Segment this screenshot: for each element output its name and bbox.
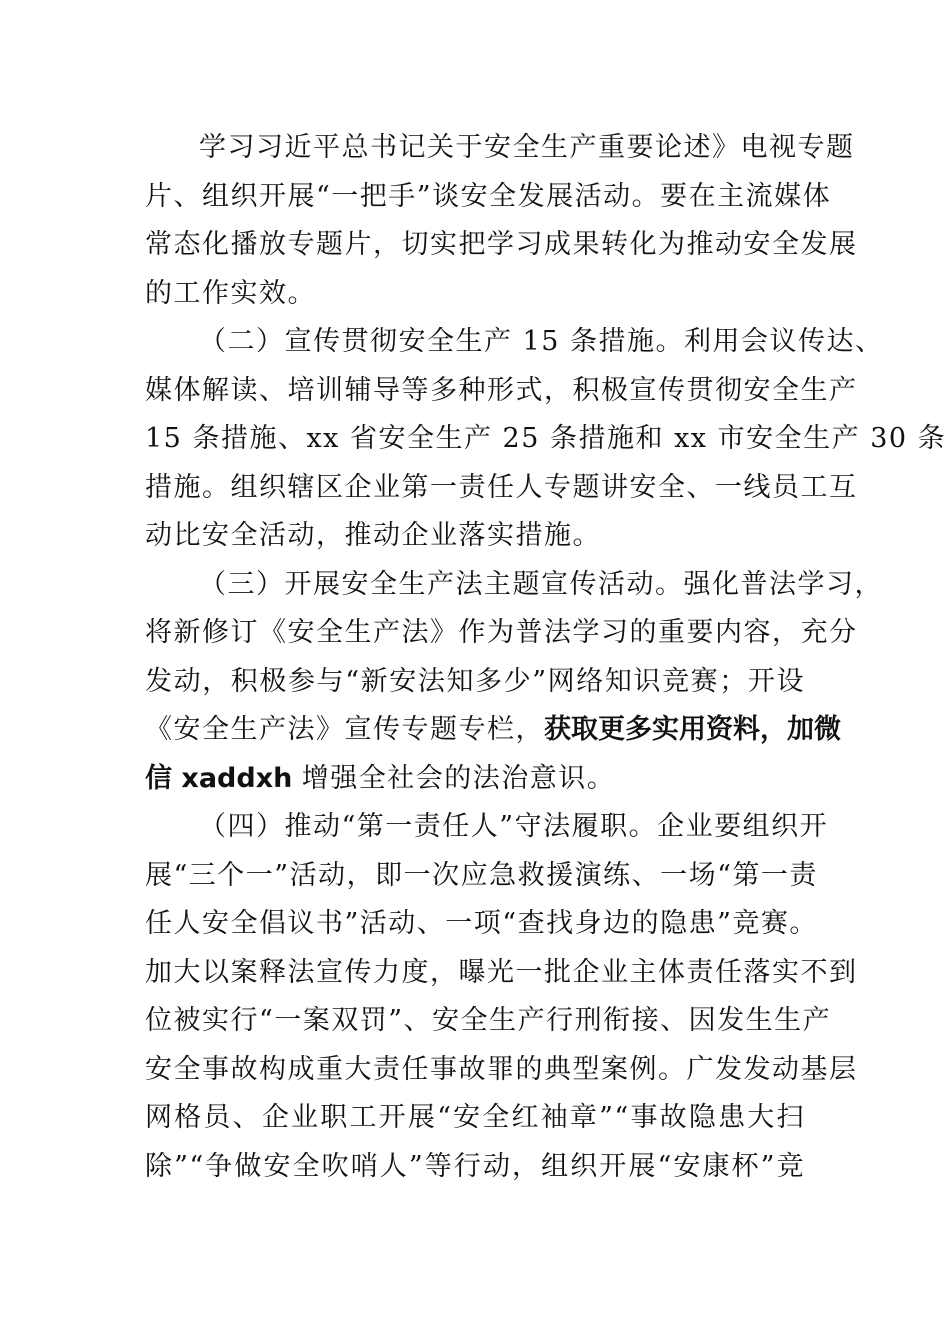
text-line: 措施。组织辖区企业第一责任人专题讲安全、一线员工互	[145, 471, 858, 503]
text-line: 加大以案释法宣传力度，曝光一批企业主体责任落实不到	[145, 956, 858, 988]
text-line: 任人安全倡议书”活动、一项“查找身边的隐患”竞赛。	[145, 908, 818, 939]
section-heading-line: （二）宣传贯彻安全生产 15 条措施。利用会议传达、	[199, 326, 884, 357]
body-text	[145, 124, 947, 1191]
text-line	[145, 755, 805, 804]
promo-text: 获取更多实用资料，加微	[544, 714, 841, 745]
text-line: 常态化播放专题片，切实把学习成果转化为推动安全发展	[145, 229, 858, 260]
section-heading-line: （三）开展安全生产法主题宣传活动。强化普法学习，	[199, 568, 883, 600]
text-line: 网格员、企业职工开展“安全红袖章”“事故隐患大扫	[145, 1102, 805, 1133]
text-line: 学习习近平总书记关于安全生产重要论述》电视专题	[199, 132, 855, 163]
text-line: 的工作实效。	[145, 277, 316, 309]
text-line: 除”“争做安全吹哨人”等行动，组织开展“安康杯”竞	[145, 1150, 805, 1182]
promo-text: 信 xaddxh	[145, 762, 302, 794]
text-line: 展“三个一”活动，即一次应急救援演练、一场“第一责	[145, 859, 818, 891]
text-line: 将新修订《安全生产法》作为普法学习的重要内容，充分	[145, 617, 858, 648]
section-heading-line: （四）推动“第一责任人”守法履职。企业要组织开	[199, 811, 829, 842]
text-line: 发动，积极参与“新安法知多少”网络知识竞赛；开设	[145, 665, 805, 697]
text-segment: 增强全社会的法治意识。	[301, 762, 616, 794]
text-line: 安全事故构成重大责任事故罪的典型案例。广发发动基层	[145, 1053, 858, 1085]
text-line: 片、组织开展“一把手”谈安全发展活动。要在主流媒体	[145, 180, 832, 212]
text-segment: 《安全生产法》宣传专题专栏，	[145, 714, 544, 745]
text-line: 位被实行“一案双罚”、安全生产行刑衔接、因发生生产	[145, 1005, 832, 1036]
text-line: 动比安全活动，推动企业落实措施。	[145, 520, 601, 551]
text-line: 媒体解读、培训辅导等多种形式，积极宣传贯彻安全生产	[145, 374, 858, 406]
text-line	[145, 706, 841, 755]
text-line: 15 条措施、xx 省安全生产 25 条措施和 xx 市安全生产 30 条	[145, 423, 947, 454]
